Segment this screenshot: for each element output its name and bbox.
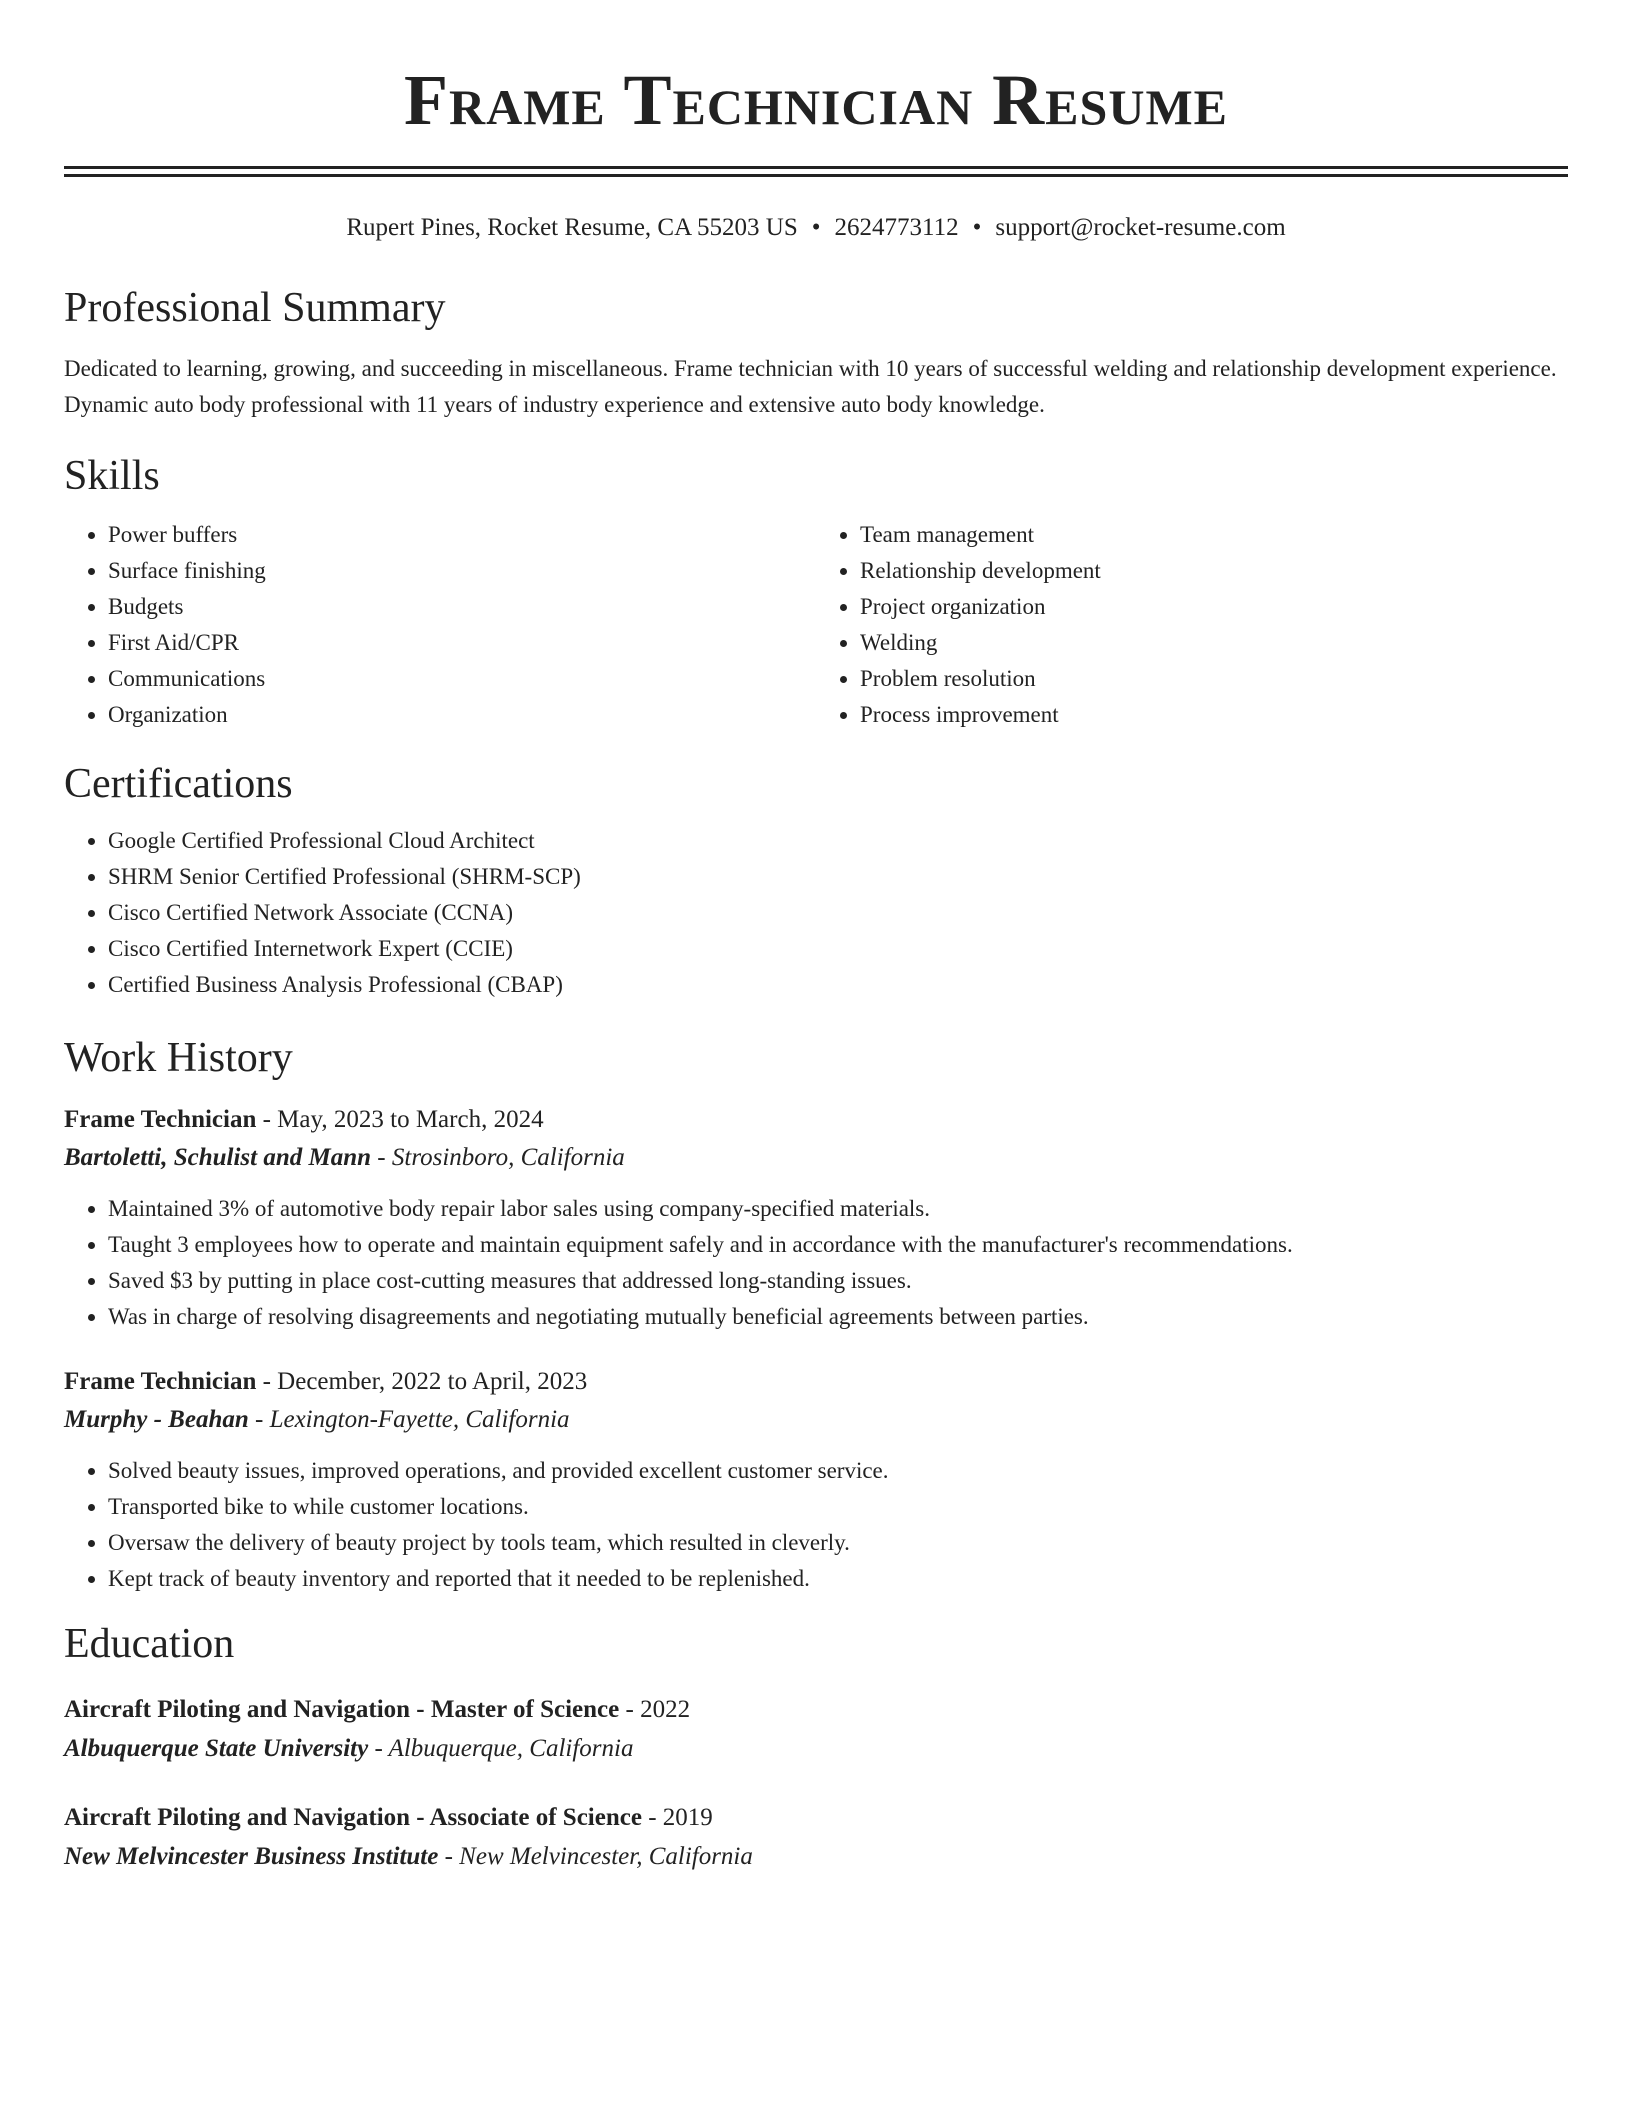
job-dates: - December, 2022 to April, 2023: [256, 1368, 588, 1395]
skills-list-right: [816, 517, 1568, 733]
skill-item: • Power buffers: [108, 517, 816, 553]
skills-heading: Skills: [64, 453, 160, 499]
skills-list-left: [64, 517, 816, 733]
skill-item: • Team management: [860, 517, 1568, 553]
job-title: Frame Technician: [64, 1106, 257, 1133]
job-dates: - May, 2023 to March, 2024: [256, 1106, 544, 1133]
certification-item: • Cisco Certified Network Associate (CCNA): [108, 895, 1568, 931]
education-school: New Melvincester Business Institute: [64, 1843, 439, 1870]
job-company: Murphy - Beahan: [64, 1406, 249, 1433]
skills-columns: [64, 517, 1568, 733]
job-company-line: [64, 1139, 1568, 1177]
job-bullet: • Kept track of beauty inventory and reported that it needed to be replenished.: [108, 1561, 1568, 1597]
certifications-heading: Certifications: [64, 761, 293, 807]
skill-item: • Budgets: [108, 589, 816, 625]
summary-heading: Professional Summary: [64, 285, 446, 331]
job-company-line: [64, 1401, 1568, 1439]
education-degree-line: [64, 1799, 1568, 1837]
contact-line: [64, 213, 1568, 243]
education-entry: [64, 1691, 1568, 1769]
job-entry: [64, 1101, 1568, 1335]
job-bullets: [64, 1453, 1568, 1597]
skill-item: • Welding: [860, 625, 1568, 661]
contact-separator: •: [972, 214, 982, 241]
work-history-heading: Work History: [64, 1035, 293, 1081]
job-bullet: • Was in charge of resolving disagreements and negotiating mutually beneficial agreements between parties.: [108, 1299, 1568, 1335]
contact-email: support@rocket-resume.com: [995, 214, 1286, 241]
job-location: - Lexington-Fayette, California: [248, 1406, 570, 1433]
title-double-rule: [64, 166, 1568, 177]
job-bullet: • Transported bike to while customer locations.: [108, 1489, 1568, 1525]
education-location: - New Melvincester, California: [438, 1843, 753, 1870]
skill-item: • Problem resolution: [860, 661, 1568, 697]
certification-item: • SHRM Senior Certified Professional (SHRM-SCP): [108, 859, 1568, 895]
education-degree: Aircraft Piloting and Navigation - Associate of Science: [64, 1804, 642, 1831]
certification-item: • Cisco Certified Internetwork Expert (CCIE): [108, 931, 1568, 967]
job-bullet: • Solved beauty issues, improved operations, and provided excellent customer service.: [108, 1453, 1568, 1489]
education-year: - 2022: [619, 1696, 691, 1723]
skill-item: • Relationship development: [860, 553, 1568, 589]
education-location: - Albuquerque, California: [368, 1735, 634, 1762]
education-degree-line: [64, 1691, 1568, 1729]
certification-item: • Google Certified Professional Cloud Architect: [108, 823, 1568, 859]
job-bullet: • Saved $3 by putting in place cost-cutting measures that addressed long-standing issues.: [108, 1263, 1568, 1299]
skill-item: • Surface finishing: [108, 553, 816, 589]
contact-phone: 2624773112: [834, 214, 959, 241]
education-heading: Education: [64, 1621, 235, 1667]
skill-item: • Project organization: [860, 589, 1568, 625]
education-school-line: [64, 1837, 1568, 1877]
job-location: - Strosinboro, California: [371, 1144, 625, 1171]
education-year: - 2019: [641, 1804, 713, 1831]
job-bullet: • Oversaw the delivery of beauty project by tools team, which resulted in cleverly.: [108, 1525, 1568, 1561]
skill-item: • Communications: [108, 661, 816, 697]
skill-item: • Organization: [108, 697, 816, 733]
job-title: Frame Technician: [64, 1368, 257, 1395]
education-school-line: [64, 1729, 1568, 1769]
education-entry: [64, 1799, 1568, 1877]
job-bullet: • Taught 3 employees how to operate and maintain equipment safely and in accordance with the manufacturer's recommendations.: [108, 1227, 1568, 1263]
job-bullet: • Maintained 3% of automotive body repair labor sales using company-specified materials.: [108, 1191, 1568, 1227]
job-bullets: [64, 1191, 1568, 1335]
job-entry: [64, 1363, 1568, 1597]
contact-address: Rupert Pines, Rocket Resume, CA 55203 US: [346, 214, 798, 241]
job-title-line: [64, 1101, 1568, 1139]
education-school: Albuquerque State University: [64, 1735, 369, 1762]
education-degree: Aircraft Piloting and Navigation - Master of Science: [64, 1696, 620, 1723]
summary-text: Dedicated to learning, growing, and succeeding in miscellaneous. Frame technician with 10 years of successful welding and relationship development experience. Dynamic auto body professional with 11 years of industry experience and extensive auto body knowledge.: [64, 356, 1557, 417]
resume-title: Frame Technician Resume: [404, 60, 1228, 140]
job-company: Bartoletti, Schulist and Mann: [64, 1144, 372, 1171]
certification-item: • Certified Business Analysis Professional (CBAP): [108, 967, 1568, 1003]
certifications-list: [64, 823, 1568, 1003]
contact-separator: •: [811, 214, 821, 241]
skill-item: • Process improvement: [860, 697, 1568, 733]
job-title-line: [64, 1363, 1568, 1401]
skill-item: • First Aid/CPR: [108, 625, 816, 661]
